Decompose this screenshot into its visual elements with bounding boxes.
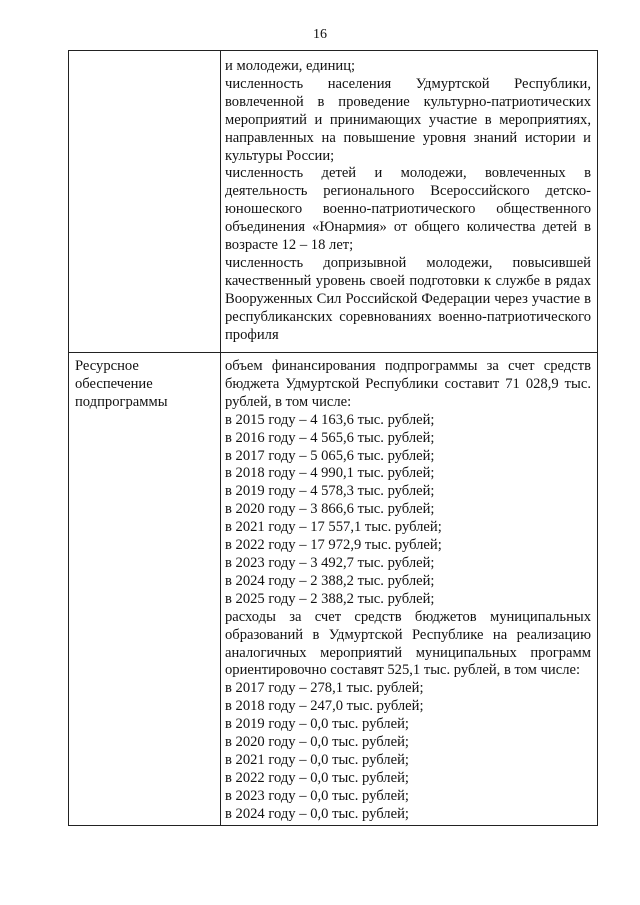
funding-year-line: в 2024 году – 2 388,2 тыс. рублей; bbox=[225, 572, 435, 589]
indicator-paragraph: и молодежи, единиц; bbox=[225, 58, 356, 74]
funding-year-line: в 2018 году – 4 990,1 тыс. рублей; bbox=[225, 465, 435, 482]
funding-year-line: в 2016 году – 4 565,6 тыс. рублей; bbox=[225, 429, 435, 446]
resource-support-label: Ресурсное обеспечение подпрограммы bbox=[69, 353, 221, 826]
municipal-year-line: в 2023 году – 0,0 тыс. рублей; bbox=[225, 787, 409, 804]
funding-year-line: в 2020 году – 3 866,6 тыс. рублей; bbox=[225, 501, 435, 518]
municipal-year-line: в 2021 году – 0,0 тыс. рублей; bbox=[225, 751, 409, 768]
municipal-year-line: в 2024 году – 0,0 тыс. рублей; bbox=[225, 805, 409, 822]
indicator-paragraph: численность населения Удмуртской Республики, вовлеченной в проведение культурно-патриотических мероприятий и принимающих участие в мероприятиях, направленных на повышение уровня знаний истории и культуры России; bbox=[225, 75, 591, 164]
municipal-year-line: в 2019 году – 0,0 тыс. рублей; bbox=[225, 716, 409, 733]
funding-year-line: в 2017 году – 5 065,6 тыс. рублей; bbox=[225, 447, 435, 464]
funding-year-line: в 2019 году – 4 578,3 тыс. рублей; bbox=[225, 483, 435, 500]
municipal-year-line: в 2018 году – 247,0 тыс. рублей; bbox=[225, 698, 424, 715]
table-row-indicators bbox=[69, 51, 598, 353]
table-row-resources bbox=[69, 353, 598, 826]
funding-year-line: в 2015 году – 4 163,6 тыс. рублей; bbox=[225, 411, 435, 428]
program-passport-table bbox=[68, 50, 598, 826]
indicators-cell bbox=[221, 51, 598, 353]
page-number: 16 bbox=[313, 27, 327, 42]
municipal-year-line: в 2020 году – 0,0 тыс. рублей; bbox=[225, 734, 409, 751]
municipal-funding-intro: расходы за счет средств бюджетов муниципальных образований в Удмуртской Республике на реализацию аналогичных мероприятий муниципальных программ ориентировочно составят 525,1 тыс. рублей, в том числе: bbox=[225, 608, 591, 679]
funding-intro: объем финансирования подпрограммы за счет средств бюджета Удмуртской Республики составит 71 028,9 тыс. рублей, в том числе: bbox=[225, 358, 591, 410]
indicator-paragraph: численность детей и молодежи, вовлеченных в деятельность регионального Всероссийского детско-юношеского военно-патриотического общественного объединения «Юнармия» от общего количества детей в возрасте 12 – 18 лет; bbox=[225, 165, 591, 254]
municipal-year-line: в 2017 году – 278,1 тыс. рублей; bbox=[225, 680, 424, 697]
indicator-paragraph: численность допризывной молодежи, повысившей качественный уровень своей подготовки к службе в рядах Вооруженных Сил Российской Федерации через участие в республиканских соревнованиях военно-патриотического профиля bbox=[225, 254, 591, 343]
row-label-empty bbox=[69, 51, 221, 353]
funding-year-line: в 2025 году – 2 388,2 тыс. рублей; bbox=[225, 590, 435, 607]
municipal-year-line: в 2022 году – 0,0 тыс. рублей; bbox=[225, 769, 409, 786]
funding-year-line: в 2023 году – 3 492,7 тыс. рублей; bbox=[225, 554, 435, 571]
funding-year-line: в 2021 году – 17 557,1 тыс. рублей; bbox=[225, 519, 442, 536]
funding-cell bbox=[221, 353, 598, 826]
funding-year-line: в 2022 году – 17 972,9 тыс. рублей; bbox=[225, 537, 442, 554]
